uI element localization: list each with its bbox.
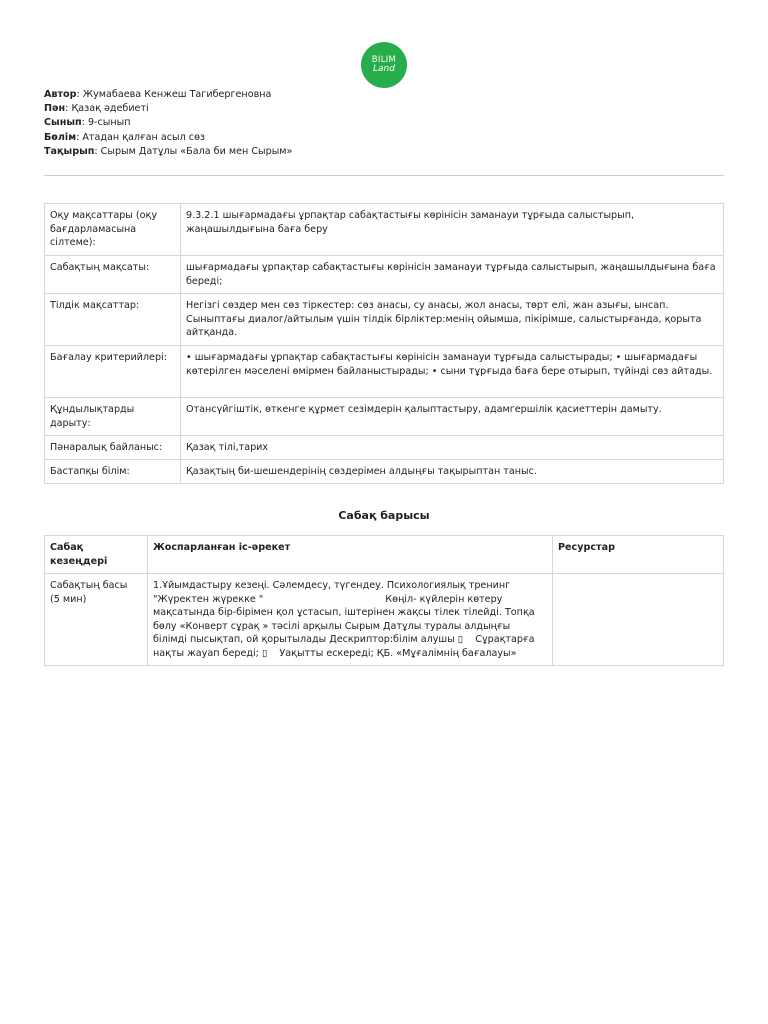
stage-cell: Сабақтың басы (5 мин) [45, 574, 148, 666]
row-value: • шығармадағы ұрпақтар сабақтастығы көрінісін заманауи тұрғыда салыстырады; • шығармадағы көтерілген мәселені өмірмен байланыстырады; • сыни тұрғыда баға бере отырып, түйінді сөз айтады. [181, 346, 724, 398]
row-value: Отансүйгіштік, өткенге құрмет сезімдерін қалыптастыру, адамгершілік қасиеттерін дамыту. [181, 398, 724, 436]
table-header-row [45, 536, 724, 574]
table-row [45, 436, 724, 460]
row-label: Бастапқы білім: [45, 460, 181, 484]
row-label: Бағалау критерийлері: [45, 346, 181, 398]
header-activity: Жоспарланған іс-әрекет [148, 536, 553, 574]
row-label: Сабақтың мақсаты: [45, 256, 181, 294]
table-row [45, 574, 724, 666]
bilimland-logo [361, 42, 407, 88]
meta-subject: Пән: Қазақ әдебиеті [44, 103, 149, 115]
meta-grade: Сынып: 9-сынып [44, 117, 131, 129]
section-title: Сабақ барысы [338, 509, 430, 522]
table-row [45, 346, 724, 398]
row-value: шығармадағы ұрпақтар сабақтастығы көрінісін заманауи тұрғыда салыстырып, жаңашылдығына баға береді; [181, 256, 724, 294]
row-value: Қазақ тілі,тарих [181, 436, 724, 460]
table-row [45, 204, 724, 256]
row-label: Пәнаралық байланыс: [45, 436, 181, 460]
meta-author: Автор: Жумабаева Кенжеш Тагибергеновна [44, 89, 272, 100]
table-row [45, 294, 724, 346]
header-stages: Сабақ кезеңдері [45, 536, 148, 574]
header-resources: Ресурстар [553, 536, 724, 574]
resources-cell [553, 574, 724, 666]
lesson-meta [44, 88, 292, 159]
table-row [45, 256, 724, 294]
logo-text-bilim: BILIM [371, 54, 397, 65]
row-value: 9.3.2.1 шығармадағы ұрпақтар сабақтастығы көрінісін заманауи тұрғыда салыстырып, жаңашылдығына баға беру [181, 204, 724, 256]
row-value: Негізгі сөздер мен сөз тіркестер: сөз анасы, су анасы, жол анасы, төрт елі, жан азығы, ынсап. Сыныптағы диалог/айтылым үшін тілдік бірліктер:менің ойымша, пікірімше, салыстырғанда, қорыта айтқанда. [181, 294, 724, 346]
meta-topic: Тақырып: Сырым Датұлы «Бала би мен Сырым» [44, 145, 293, 157]
row-label: Құндылықтарды дарыту: [45, 398, 181, 436]
meta-section: Бөлім: Атадан қалған асыл сөз [44, 131, 206, 143]
row-value: Қазақтың би-шешендерінің сөздерімен алдыңғы тақырыптан таныс. [181, 460, 724, 484]
table-row [45, 398, 724, 436]
row-label: Оқу мақсаттары (оқу бағдарламасына сілтеме): [45, 204, 181, 256]
activity-cell: 1.Ұйымдастыру кезеңі. Сәлемдесу, түгендеу. Психологиялық тренинг "Жүректен жүрекке " Көңіл- күйлерін көтеру мақсатында бір-бірімен қол ұстасып, іштерінен жақсы тілек тілейді. Топқа бөлу «Конверт сұрақ » тәсілі арқылы Сырым Датұлы туралы алдыңғы білімді пысықтап, ой қорытылады Дескриптор:білім алушы ▯ Сұрақтарға нақты жауап береді; ▯ Уақытты ескереді; ҚБ. «Мұғалімнің бағалауы» [148, 574, 553, 666]
lesson-info-table [44, 203, 724, 484]
row-label: Тілдік мақсаттар: [45, 294, 181, 346]
logo-text-land: Land [373, 64, 395, 75]
table-row [45, 460, 724, 484]
lesson-flow-table [44, 535, 724, 666]
divider [44, 175, 724, 176]
